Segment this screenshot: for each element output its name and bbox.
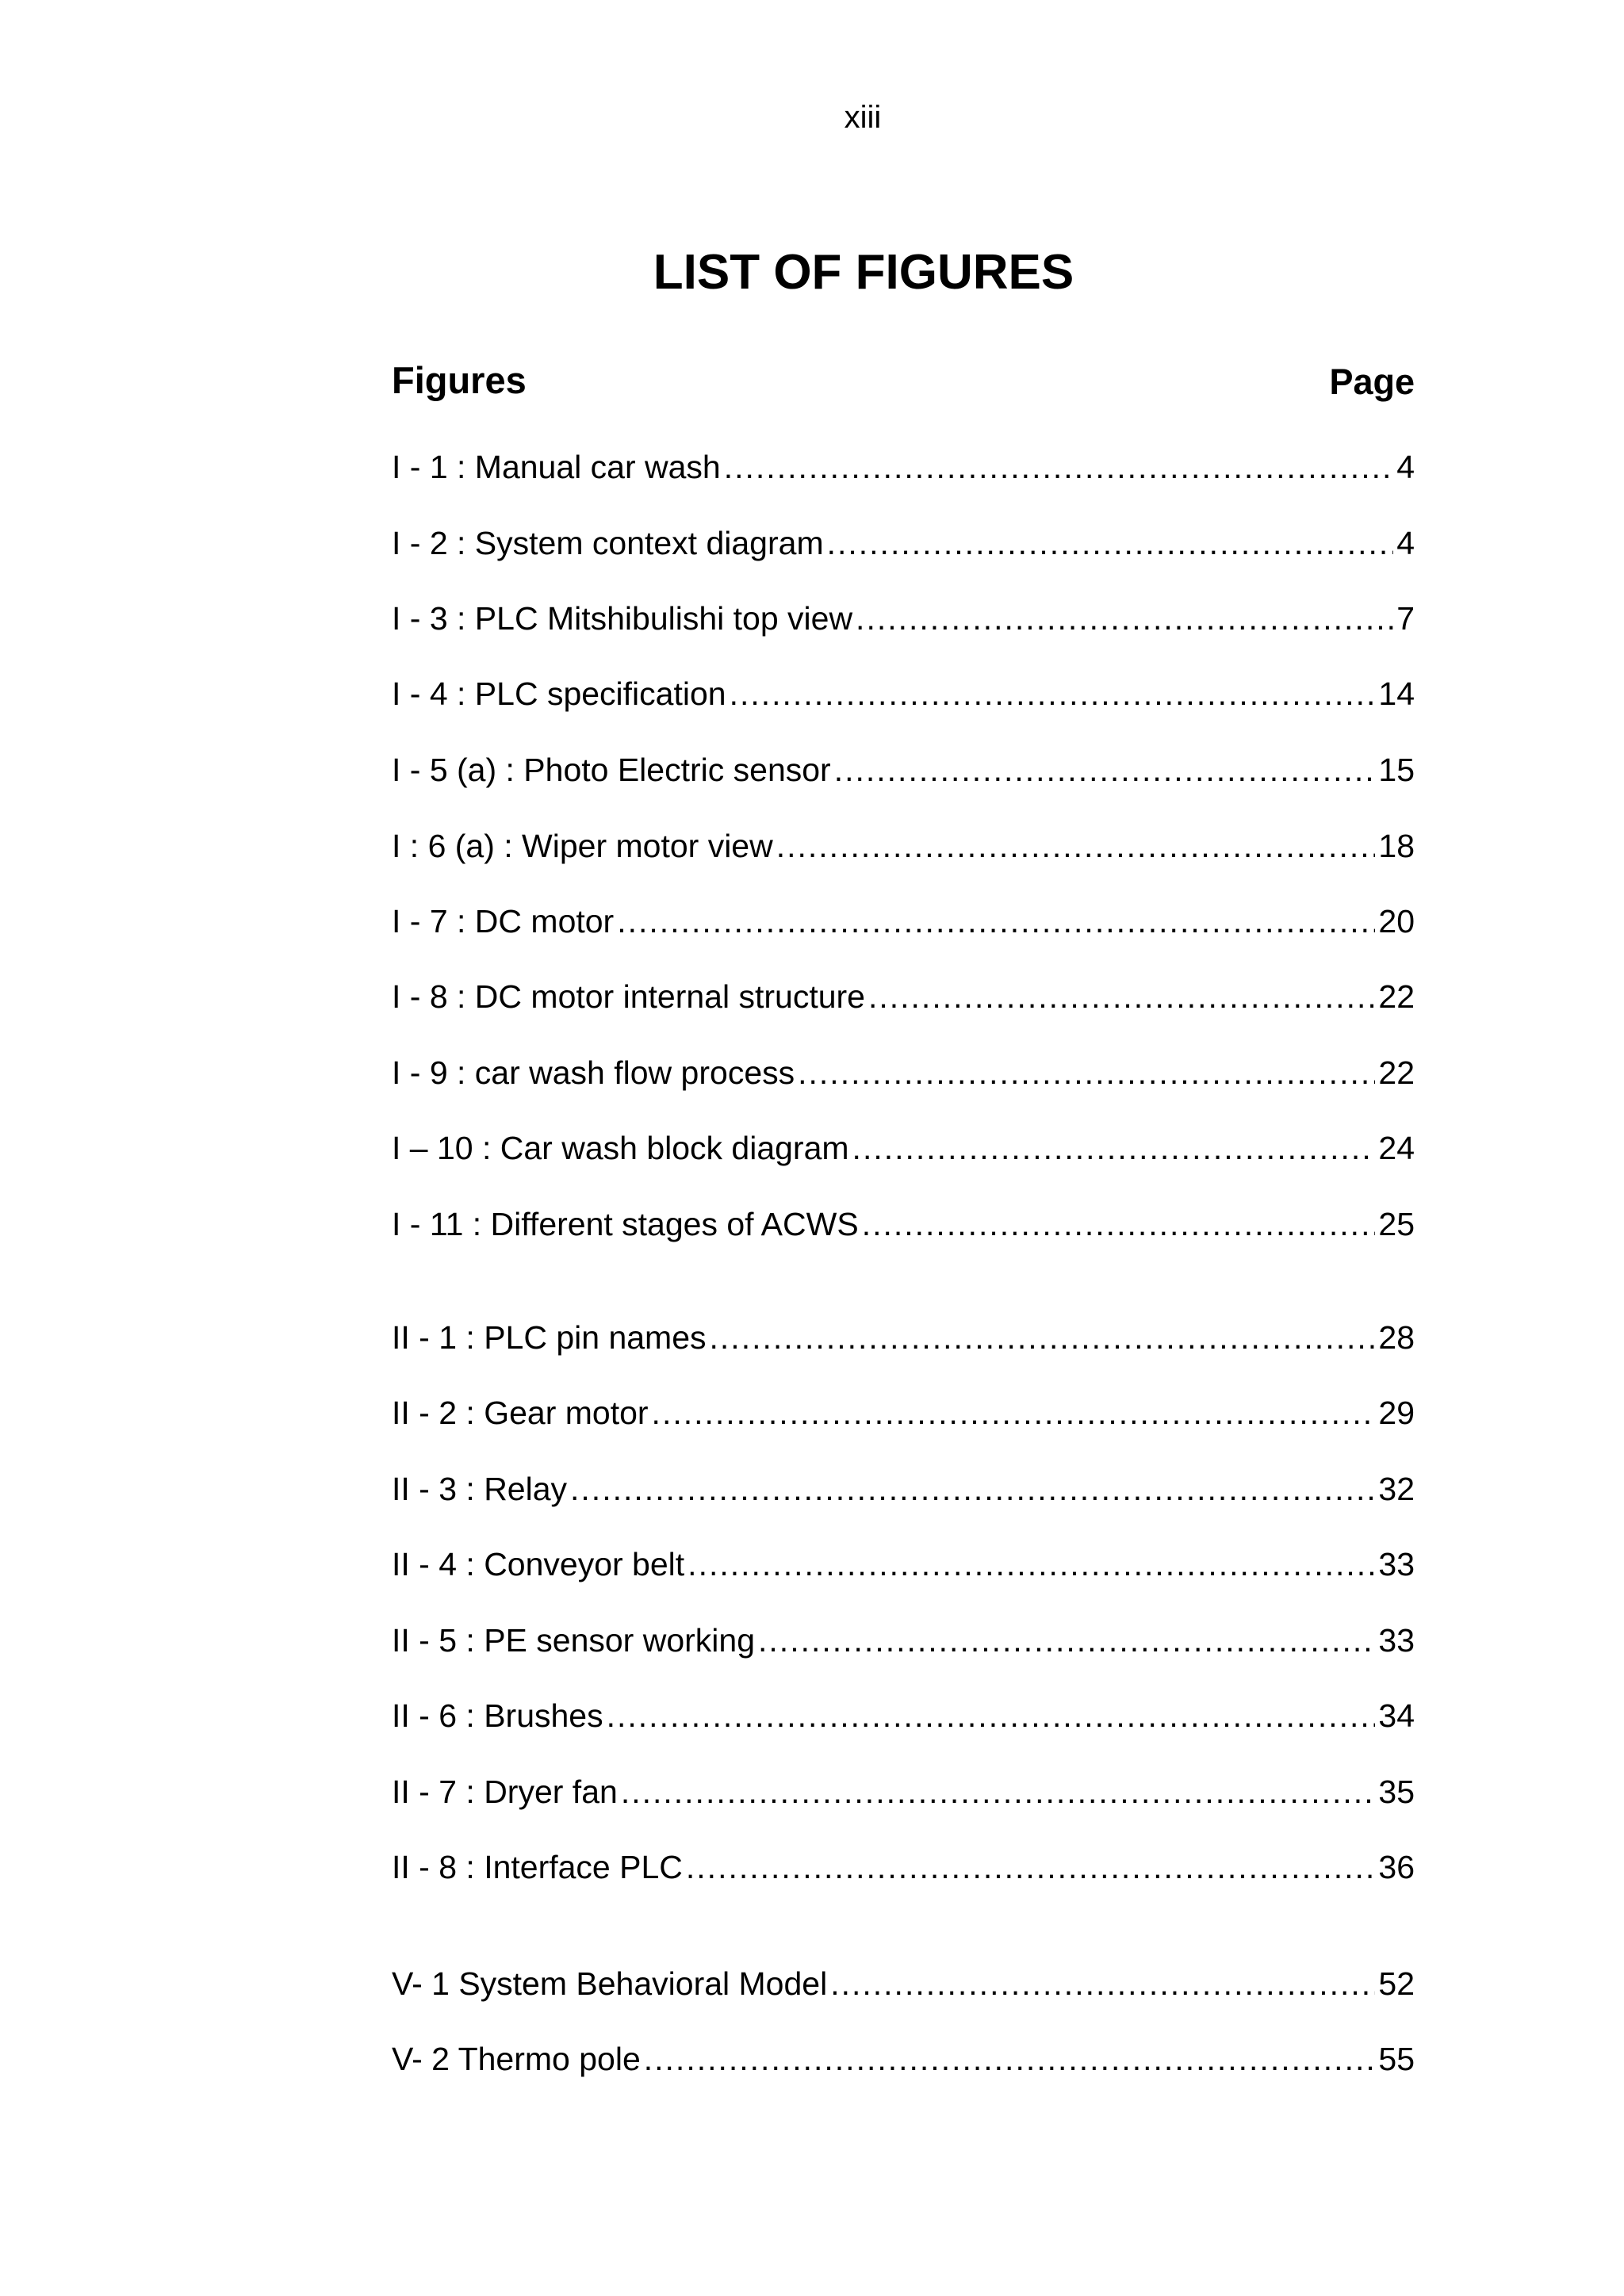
entry-page: 22	[1378, 978, 1415, 1015]
dot-leader	[644, 2041, 1376, 2078]
entry-page: 18	[1378, 828, 1415, 864]
dot-leader	[607, 1697, 1376, 1735]
list-item[interactable]	[392, 600, 1415, 645]
dot-leader	[710, 1319, 1376, 1357]
entry-label: I : 6 (a) : Wiper motor view	[392, 828, 773, 864]
dot-leader	[688, 1546, 1375, 1583]
entry-label: I - 2 : System context diagram	[392, 525, 824, 561]
list-item[interactable]	[392, 1622, 1415, 1667]
entry-label: I - 11 : Different stages of ACWS	[392, 1206, 859, 1242]
list-item[interactable]	[392, 828, 1415, 872]
dot-leader	[652, 1395, 1376, 1432]
list-item[interactable]	[392, 978, 1415, 1023]
dot-leader	[776, 828, 1376, 865]
list-item[interactable]	[392, 1774, 1415, 1818]
list-item[interactable]	[392, 1697, 1415, 1742]
entry-page: 24	[1378, 1130, 1415, 1166]
figures-column-header: Figures	[392, 359, 527, 401]
entry-label: II - 4 : Conveyor belt	[392, 1546, 685, 1582]
page-column-header: Page	[1329, 362, 1415, 402]
dot-leader	[862, 1206, 1376, 1243]
entry-page: 28	[1378, 1319, 1415, 1356]
dot-leader	[570, 1471, 1375, 1508]
entry-page: 29	[1378, 1395, 1415, 1431]
entry-page: 32	[1378, 1471, 1415, 1507]
entry-label: II - 5 : PE sensor working	[392, 1622, 756, 1659]
entry-page: 7	[1396, 600, 1415, 637]
entry-label: II - 7 : Dryer fan	[392, 1774, 618, 1810]
list-item[interactable]	[392, 903, 1415, 947]
entry-page: 35	[1378, 1774, 1415, 1810]
entry-page: 4	[1396, 525, 1415, 561]
entry-label: I - 5 (a) : Photo Electric sensor	[392, 752, 831, 788]
entry-label: I - 8 : DC motor internal structure	[392, 978, 865, 1015]
list-item[interactable]	[392, 1130, 1415, 1174]
dot-leader	[868, 978, 1375, 1016]
list-item[interactable]	[392, 1546, 1415, 1590]
dot-leader	[856, 600, 1393, 637]
entry-page: 33	[1378, 1622, 1415, 1659]
entry-label: I - 4 : PLC specification	[392, 675, 726, 712]
dot-leader	[617, 903, 1375, 940]
list-item[interactable]	[392, 2041, 1415, 2085]
entry-label: I - 9 : car wash flow process	[392, 1054, 795, 1091]
entry-page: 52	[1378, 1965, 1415, 2002]
entry-page: 34	[1378, 1697, 1415, 1734]
entry-label: II - 6 : Brushes	[392, 1697, 603, 1734]
entry-label: II - 2 : Gear motor	[392, 1395, 649, 1431]
list-item[interactable]	[392, 449, 1415, 493]
dot-leader	[724, 449, 1393, 486]
dot-leader	[827, 525, 1394, 562]
entry-label: V- 1 System Behavioral Model	[392, 1965, 828, 2002]
entry-label: II - 8 : Interface PLC	[392, 1849, 683, 1885]
entry-label: I - 1 : Manual car wash	[392, 449, 721, 485]
entry-page: 36	[1378, 1849, 1415, 1885]
list-item[interactable]	[392, 1395, 1415, 1439]
entry-page: 15	[1378, 752, 1415, 788]
entry-page: 33	[1378, 1546, 1415, 1582]
entry-page: 20	[1378, 903, 1415, 939]
dot-leader	[798, 1054, 1375, 1092]
list-item[interactable]	[392, 1206, 1415, 1250]
entry-page: 14	[1378, 675, 1415, 712]
entry-page: 4	[1396, 449, 1415, 485]
entry-label: V- 2 Thermo pole	[392, 2041, 641, 2077]
list-item[interactable]	[392, 1054, 1415, 1099]
dot-leader	[686, 1849, 1376, 1886]
entry-page: 55	[1378, 2041, 1415, 2077]
dot-leader	[758, 1622, 1375, 1659]
dot-leader	[730, 675, 1376, 713]
entry-label: I - 7 : DC motor	[392, 903, 615, 939]
entry-label: II - 3 : Relay	[392, 1471, 568, 1507]
list-item[interactable]	[392, 1319, 1415, 1364]
list-item[interactable]	[392, 1849, 1415, 1893]
column-header-row	[392, 358, 1415, 406]
dot-leader	[621, 1774, 1376, 1811]
dot-leader	[852, 1130, 1376, 1167]
list-item[interactable]	[392, 1965, 1415, 2010]
list-item[interactable]	[392, 525, 1415, 569]
entry-label: I - 3 : PLC Mitshibulishi top view	[392, 600, 853, 637]
list-item[interactable]	[392, 1471, 1415, 1515]
page-number: xiii	[844, 100, 882, 135]
entry-label: I – 10 : Car wash block diagram	[392, 1130, 849, 1166]
page-title: LIST OF FIGURES	[653, 245, 1074, 300]
dot-leader	[830, 1965, 1375, 2003]
dot-leader	[834, 752, 1376, 789]
entry-page: 25	[1378, 1206, 1415, 1242]
entry-label: II - 1 : PLC pin names	[392, 1319, 707, 1356]
list-item[interactable]	[392, 675, 1415, 720]
entry-page: 22	[1378, 1054, 1415, 1091]
list-item[interactable]	[392, 752, 1415, 796]
